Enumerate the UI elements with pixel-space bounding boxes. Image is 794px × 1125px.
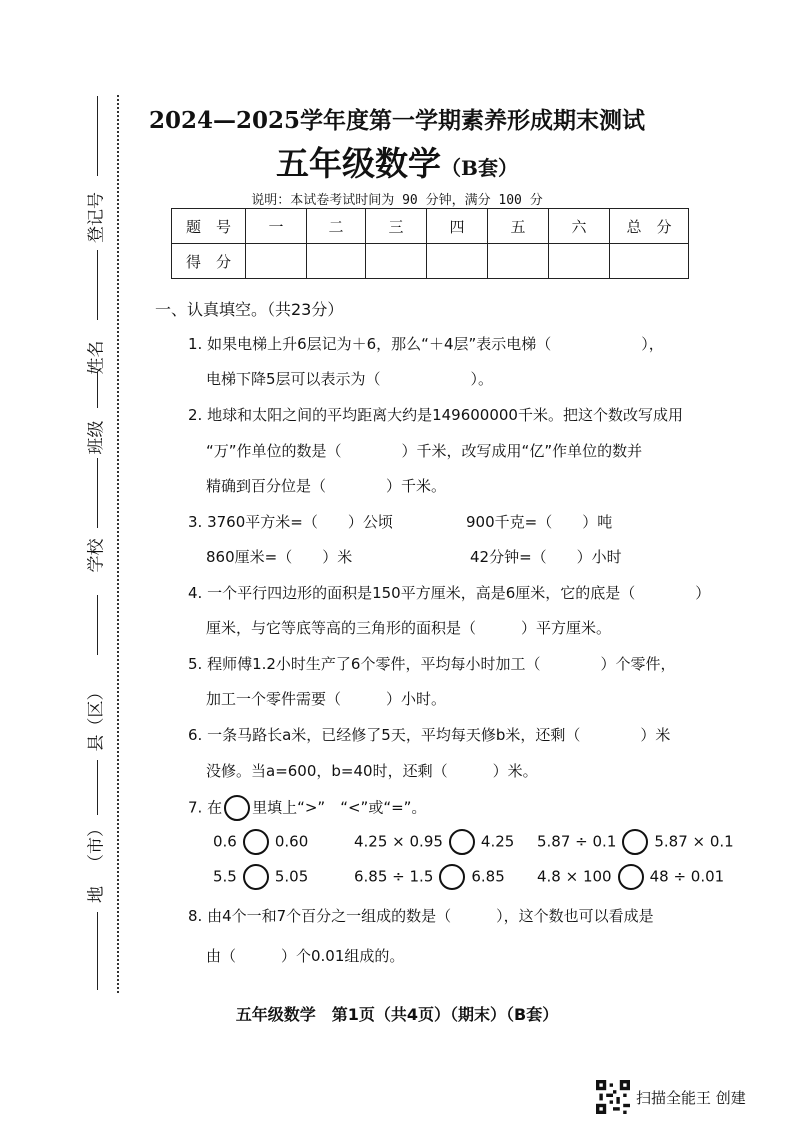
score-header-row: [172, 209, 689, 244]
qr-code-icon: [596, 1080, 630, 1114]
compare-left: 4.8 × 100: [537, 867, 612, 886]
score-row-label: 得 分: [172, 244, 246, 279]
score-cell: 六: [549, 209, 610, 244]
compare-item: [537, 864, 724, 890]
question-3-item2: 900千克=（ ）吨: [466, 513, 613, 531]
compare-circle[interactable]: [449, 829, 475, 855]
compare-item: [537, 829, 734, 855]
score-cell: 四: [427, 209, 488, 244]
compare-right: 48 ÷ 0.01: [649, 867, 725, 886]
page-footer: 五年级数学 第1页（共4页）（期末）（B套）: [235, 1005, 559, 1024]
question-3-item1: 3. 3760平方米=（ ）公顷: [188, 513, 393, 531]
question-2-line2: “万”作单位的数是（ ）千米，改写成用“亿”作单位的数并: [206, 442, 643, 460]
name-underline: [97, 250, 98, 320]
compare-circle[interactable]: [243, 864, 269, 890]
question-2-line1: 2. 地球和太阳之间的平均距离大约是149600000千米。把这个数改写成用: [188, 406, 683, 424]
score-input[interactable]: [549, 244, 610, 279]
score-cell: 一: [246, 209, 307, 244]
region-label: 地: [86, 886, 107, 903]
question-7-prompt: [188, 795, 426, 821]
score-cell: 二: [307, 209, 366, 244]
county-underline: [97, 595, 98, 655]
compare-circle[interactable]: [243, 829, 269, 855]
compare-item: [354, 829, 514, 855]
question-6-line2: 没修。当a=600，b=40时，还剩（ ）米。: [206, 762, 538, 780]
score-cell: 总 分: [610, 209, 689, 244]
question-3-item3: 860厘米=（ ）米: [206, 548, 353, 566]
compare-left: 4.25 × 0.95: [354, 832, 443, 851]
exam-note: 说明：本试卷考试时间为 90 分钟，满分 100 分: [251, 193, 543, 208]
circle-icon: [224, 795, 250, 821]
binding-line: [117, 95, 119, 993]
section-heading: 一、认真填空。（共23分）: [155, 300, 344, 319]
compare-left: 5.5: [213, 867, 237, 886]
school-label: 学校: [86, 538, 107, 573]
class-label: 班级: [86, 420, 107, 455]
score-input[interactable]: [610, 244, 689, 279]
question-1-line1: 1. 如果电梯上升6层记为＋6，那么“＋4层”表示电梯（ ），: [188, 335, 664, 353]
score-value-row: [172, 244, 689, 279]
county-label: 县（区）: [86, 683, 107, 752]
question-8-line2: 由（ ）个0.01组成的。: [206, 947, 405, 965]
compare-left: 5.87 ÷ 0.1: [537, 832, 617, 851]
compare-right: 0.60: [274, 832, 309, 851]
score-cell: 题 号: [172, 209, 246, 244]
compare-left: 6.85 ÷ 1.5: [354, 867, 434, 886]
compare-item: [213, 864, 308, 890]
compare-circle[interactable]: [439, 864, 465, 890]
compare-right: 6.85: [471, 867, 505, 886]
q7-prompt-pre: 7. 在: [188, 798, 223, 817]
question-6-line1: 6. 一条马路长a米，已经修了5天，平均每天修b米，还剩（ ）米: [188, 726, 671, 744]
score-input[interactable]: [246, 244, 307, 279]
question-5-line1: 5. 程师傅1.2小时生产了6个零件，平均每小时加工（ ）个零件，: [188, 655, 676, 673]
score-input[interactable]: [427, 244, 488, 279]
class-underline: [97, 372, 98, 408]
score-cell: 三: [366, 209, 427, 244]
compare-right: 5.05: [274, 867, 309, 886]
reg-label: 登记号: [86, 192, 107, 243]
compare-circle[interactable]: [622, 829, 648, 855]
city-label: （市）: [86, 820, 107, 871]
compare-circle[interactable]: [618, 864, 644, 890]
compare-item: [213, 829, 308, 855]
compare-right: 4.25: [480, 832, 515, 851]
question-8-line1: 8. 由4个一和7个百分之一组成的数是（ ），这个数也可以看成是: [188, 907, 654, 925]
compare-item: [354, 864, 505, 890]
set-label: （B套）: [441, 156, 518, 180]
score-input[interactable]: [307, 244, 366, 279]
region-underline: [97, 912, 98, 990]
q7-prompt-post: 里填上“>” “<”或“=”。: [252, 798, 427, 817]
exam-subject: [0, 138, 794, 185]
compare-left: 0.6: [213, 832, 237, 851]
question-1-line2: 电梯下降5层可以表示为（ ）。: [206, 370, 494, 388]
subject-text: 五年级数学: [276, 144, 442, 183]
score-input[interactable]: [366, 244, 427, 279]
school-underline: [97, 458, 98, 528]
question-4-line2: 厘米，与它等底等高的三角形的面积是（ ）平方厘米。: [206, 619, 612, 637]
question-3-item4: 42分钟=（ ）小时: [470, 548, 622, 566]
name-label: 姓名: [86, 340, 107, 375]
score-cell: 五: [488, 209, 549, 244]
compare-right: 5.87 × 0.1: [654, 832, 734, 851]
question-2-line3: 精确到百分位是（ ）千米。: [206, 477, 447, 495]
watermark-text: 扫描全能王 创建: [636, 1088, 746, 1107]
scanner-watermark: [596, 1080, 746, 1114]
score-table: [171, 208, 689, 279]
question-5-line2: 加工一个零件需要（ ）小时。: [206, 690, 447, 708]
question-4-line1: 4. 一个平行四边形的面积是150平方厘米，高是6厘米，它的底是（ ）: [188, 584, 711, 602]
exam-title: 2024—2025学年度第一学期素养形成期末测试: [148, 107, 646, 134]
score-input[interactable]: [488, 244, 549, 279]
